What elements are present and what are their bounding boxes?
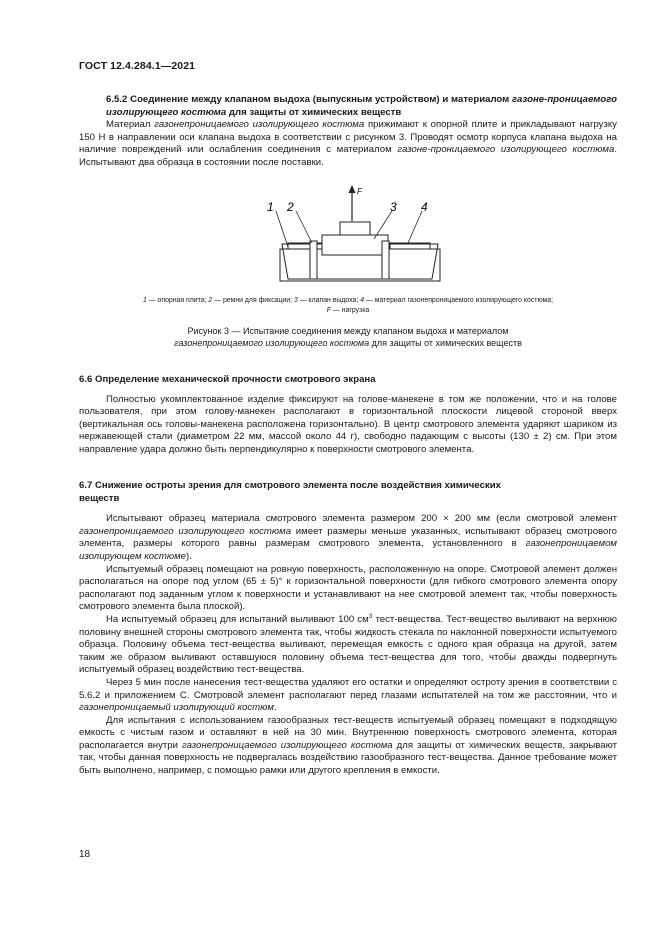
paragraph <box>79 614 617 677</box>
caption-text: для защиты от химических веществ <box>369 338 522 348</box>
label-1: 1 <box>267 200 274 214</box>
legend-text: — нагрузка <box>330 307 370 314</box>
italic-text: газонепроницаемого изолирующего костюма <box>79 525 292 537</box>
text: имеет размеры меньше указанных, испытывают образец смотрового элемента, размеры которого равны размерам смотрового элемента, установленного в <box>79 525 617 550</box>
title-italic: газоне-проницаемого изолирующего костюма <box>106 94 617 118</box>
leader-4 <box>408 211 422 243</box>
text: Через 5 мин после нанесения тест-вещества удаляют его остатки и определяют остроту зрения в соответствии с 5.6.2 и приложением С. Смотровой элемент располагают перед глазами испытателей на том же расстоянии, что и <box>79 676 617 701</box>
legend-text: — клапан выдоха; <box>297 297 361 304</box>
valve-cap <box>340 222 370 235</box>
legend-text: — материал газонепроницаемого изолирующего костюма; <box>364 297 554 304</box>
legend-key: 3 <box>293 297 298 304</box>
legend-key: 2 <box>208 297 213 304</box>
section-title <box>79 94 617 119</box>
paragraph <box>79 119 617 169</box>
caption-text: Рисунок 3 — Испытание соединения между клапаном выдоха и материалом <box>187 326 509 336</box>
document-header: ГОСТ 12.4.284.1—2021 <box>79 60 196 72</box>
strap-right <box>382 241 389 279</box>
leader-2 <box>296 211 312 243</box>
figure-3-diagram <box>267 185 450 295</box>
text: прижимают к опорной плите и прикладывают нагрузку 150 Н в направлении оси клапана выдоха в соответствии с рисунком 3. Проводят осмотр корпуса клапана выдоха на наличие повреждений или ослабления соединения с материалом <box>79 119 617 156</box>
figure-caption <box>79 325 617 349</box>
text: Испытывают образец материала смотрового элемента размером 200 × 200 мм (если смотровой элемент <box>106 513 617 525</box>
caption-italic: газонепроницаемого изолирующего костюма <box>174 338 370 348</box>
paragraph: Полностью укомплектованное изделие фиксируют на голове-манекене в том же положении, что и на голове пользователя, при этом голову-манекен располагают в горизонтальной плоскости лицевой стороной вверх (вертикальная ось головы-манекена расположена горизонтально). В центр смотрового элемента ударяют шариком из нержавеющей стали (диаметром 22 мм, массой около 44 г), свободно падающим с высоты (130 ± 2) см. При этом направление удара должно быть перпендикулярно к поверхности смотрового элемента. <box>79 393 617 455</box>
title-text: Соединение между клапаном выдоха (выпускным устройством) и материалом <box>130 94 513 105</box>
legend-text: — ремни для фиксации; <box>212 297 294 304</box>
paragraph <box>79 513 617 563</box>
label-4: 4 <box>421 200 428 214</box>
leader-1 <box>276 211 288 247</box>
paragraph <box>79 715 617 778</box>
section-6-7 <box>79 480 617 778</box>
italic-text: газоне-проницаемого изолирующего костюма <box>397 144 615 156</box>
section-title <box>79 480 617 505</box>
text: . <box>273 702 277 714</box>
valve-body <box>322 235 388 255</box>
paragraph <box>79 677 617 715</box>
text: Материал <box>106 119 155 131</box>
text: . Испытывают два образца в состоянии после поставки. <box>79 144 617 168</box>
legend-key: 4 <box>360 297 365 304</box>
section-title: 6.6 Определение механической прочности смотрового экрана <box>79 374 376 385</box>
paragraph: Испытуемый образец помещают на ровную поверхность, расположенную на опоре. Смотровой элемент должен располагаться на опоре под углом (65 ± 5)° к горизонтальной поверхности (для гибкого смотрового элемента опору располагают под заданным углом к поверхности и устанавливают на нее смотровой элемент так, чтобы поверхность смотрового элемента была плоской). <box>79 563 617 613</box>
section-6-5-2 <box>79 94 617 170</box>
force-arrow-head <box>349 185 356 193</box>
italic-text: газонепроницаемый изолирующий костюм <box>79 702 274 714</box>
title-text-end: для защиты от химических веществ <box>226 106 402 118</box>
legend-key: F <box>326 307 331 314</box>
superscript: 3 <box>368 612 373 620</box>
label-3: 3 <box>390 200 397 214</box>
text: тест-вещества. Тест-вещество выливают на верхнюю половину внешней стороны смотрового элемента так, чтобы жидкость стекала по наклонной поверхности испытуемого образца. Половину объема тест-вещества выливают, перемещая емкость с одного края образца на другой, затем таким же образом выливают оставшуюся половину объема тест-вещества для того, чтобы дважды подвергнуть испытуемый образец воздействию тест-вещества. <box>79 613 618 676</box>
text: для защиты от химических веществ, закрывают так, чтобы данная поверхность не подвергалась воздействию газообразного тест-вещества. Данное требование может быть выполнено, например, с помощью рамки или другого крепления в емкости. <box>79 739 617 777</box>
italic-text: газонепроницаемом изолирующем костюме <box>79 538 617 562</box>
title-text: 6.7 Снижение остроты зрения для смотрового элемента после воздействия химических <box>79 480 501 491</box>
label-2: 2 <box>287 200 294 214</box>
text: На испытуемый образец для испытаний выливают 100 см <box>106 613 369 625</box>
figure-legend <box>79 296 617 316</box>
text: Для испытания с использованием газообразных тест-веществ испытуемый образец помещают в подходящую емкость с чистым газом и оставляют в ней на 30 мин. Внутреннюю поверхность смотрового элемента, которая располагается внутри <box>79 714 617 751</box>
page-number: 18 <box>79 849 91 860</box>
strap-left <box>310 241 317 279</box>
section-6-6 <box>79 374 617 457</box>
text: ). <box>186 550 192 562</box>
italic-text: газонепроницаемого изолирующего костюма <box>154 119 365 131</box>
italic-text: газонепроницаемого изолирующего костюма <box>182 739 393 751</box>
legend-key: 1 <box>142 297 147 304</box>
title-text: веществ <box>79 492 120 504</box>
force-label: F <box>357 187 362 196</box>
section-number: 6.5.2 <box>106 94 128 105</box>
legend-text: — опорная плита; <box>146 297 209 304</box>
